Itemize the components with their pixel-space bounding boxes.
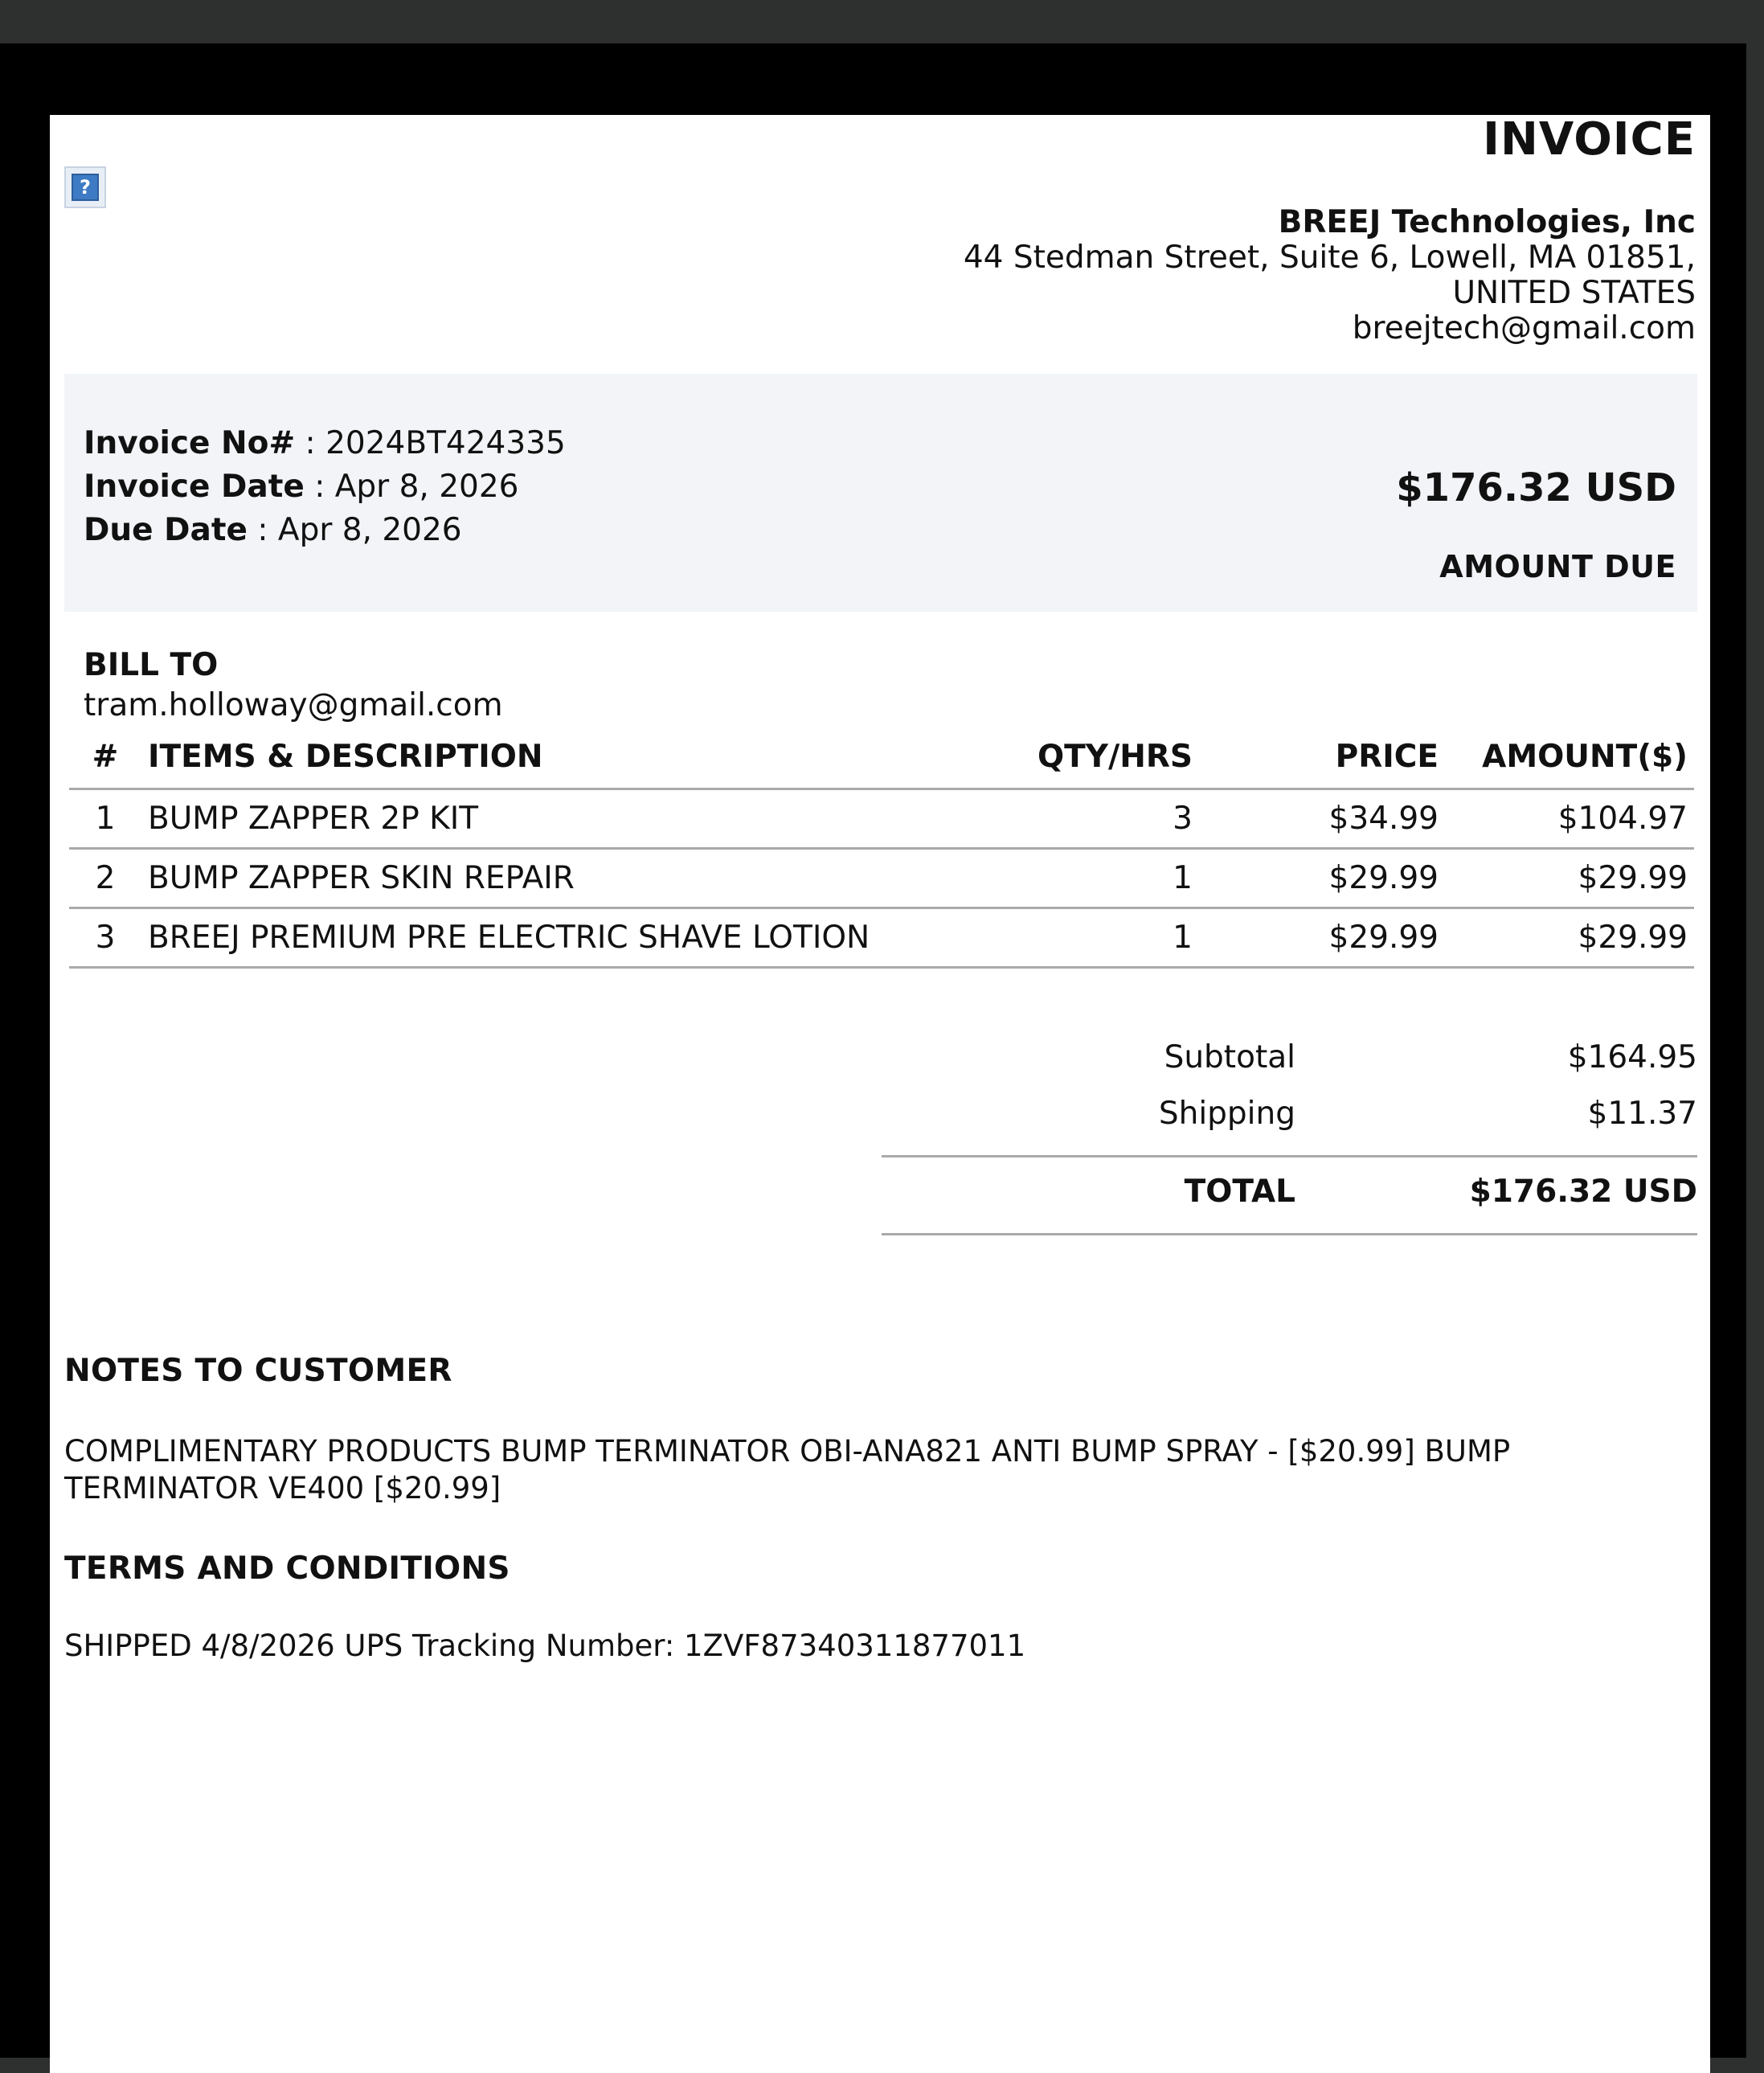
total-value: $176.32 USD bbox=[1469, 1174, 1697, 1210]
logo-glyph: ? bbox=[72, 174, 99, 201]
broken-image-icon bbox=[64, 166, 106, 208]
row-price: $29.99 bbox=[1204, 907, 1445, 967]
invoice-summary-band bbox=[64, 374, 1697, 612]
subtotal-label: Subtotal bbox=[1164, 1039, 1295, 1075]
shipping-label: Shipping bbox=[1158, 1096, 1295, 1132]
row-qty: 1 bbox=[947, 907, 1204, 967]
row-description: BREEJ PREMIUM PRE ELECTRIC SHAVE LOTION bbox=[141, 907, 947, 967]
row-amount: $29.99 bbox=[1445, 848, 1694, 907]
header-price: PRICE bbox=[1204, 726, 1445, 789]
bill-to-email: tram.holloway@gmail.com bbox=[84, 687, 503, 723]
table-row bbox=[69, 907, 1694, 967]
header-number: # bbox=[69, 726, 141, 789]
invoice-number: 2024BT424335 bbox=[325, 425, 566, 461]
bill-to bbox=[84, 645, 503, 726]
row-description: BUMP ZAPPER SKIN REPAIR bbox=[141, 848, 947, 907]
row-price: $29.99 bbox=[1204, 848, 1445, 907]
invoice-meta bbox=[84, 422, 566, 552]
subtotal-value: $164.95 bbox=[1567, 1039, 1697, 1075]
notes-text: COMPLIMENTARY PRODUCTS BUMP TERMINATOR OBI-ANA821 ANTI BUMP SPRAY - [$20.99] BUMP TERMINATOR VE400 [$20.99] bbox=[64, 1434, 1511, 1506]
terms-text: SHIPPED 4/8/2026 UPS Tracking Number: 1ZVF87340311877011 bbox=[64, 1628, 1026, 1663]
due-date-row bbox=[84, 509, 566, 552]
row-qty: 3 bbox=[947, 789, 1204, 848]
company-address-line2: UNITED STATES bbox=[1452, 275, 1696, 311]
shipping-row bbox=[882, 1088, 1697, 1144]
table-row bbox=[69, 848, 1694, 907]
invoice-page bbox=[50, 115, 1710, 2073]
row-price: $34.99 bbox=[1204, 789, 1445, 848]
bill-to-heading: BILL TO bbox=[84, 647, 219, 683]
document-frame bbox=[0, 43, 1746, 2058]
row-amount: $29.99 bbox=[1445, 907, 1694, 967]
company-name: BREEJ Technologies, Inc bbox=[1278, 204, 1696, 240]
due-date: Apr 8, 2026 bbox=[277, 512, 462, 548]
row-amount: $104.97 bbox=[1445, 789, 1694, 848]
shipping-value: $11.37 bbox=[1587, 1096, 1697, 1132]
invoice-number-label: Invoice No# bbox=[84, 425, 296, 461]
table-row bbox=[69, 789, 1694, 848]
invoice-title: INVOICE bbox=[1483, 113, 1696, 166]
invoice-date-label: Invoice Date bbox=[84, 469, 305, 505]
separator: : bbox=[295, 425, 326, 461]
invoice-number-row bbox=[84, 422, 566, 465]
company-email: breejtech@gmail.com bbox=[1352, 310, 1696, 346]
company-address-line1: 44 Stedman Street, Suite 6, Lowell, MA 01851, bbox=[963, 240, 1696, 276]
header-amount: AMOUNT($) bbox=[1445, 726, 1694, 789]
row-qty: 1 bbox=[947, 848, 1204, 907]
totals-block bbox=[882, 1031, 1697, 1235]
invoice-date-row bbox=[84, 465, 566, 509]
due-date-label: Due Date bbox=[84, 512, 248, 548]
row-description: BUMP ZAPPER 2P KIT bbox=[141, 789, 947, 848]
table-header-row bbox=[69, 726, 1694, 789]
terms-heading: TERMS AND CONDITIONS bbox=[64, 1551, 510, 1587]
amount-due-value: $176.32 USD bbox=[1396, 465, 1676, 510]
separator: : bbox=[247, 512, 278, 548]
items-table bbox=[69, 726, 1694, 969]
notes-heading: NOTES TO CUSTOMER bbox=[64, 1353, 452, 1389]
invoice-date: Apr 8, 2026 bbox=[334, 469, 519, 505]
row-number: 2 bbox=[69, 848, 141, 907]
row-number: 3 bbox=[69, 907, 141, 967]
header-description: ITEMS & DESCRIPTION bbox=[141, 726, 947, 789]
separator: : bbox=[304, 469, 335, 505]
company-info bbox=[964, 205, 1696, 346]
total-label: TOTAL bbox=[1184, 1174, 1295, 1210]
header-qty: QTY/HRS bbox=[947, 726, 1204, 789]
row-number: 1 bbox=[69, 789, 141, 848]
amount-due-label: AMOUNT DUE bbox=[1439, 549, 1676, 584]
total-row bbox=[882, 1155, 1697, 1235]
subtotal-row bbox=[882, 1031, 1697, 1088]
